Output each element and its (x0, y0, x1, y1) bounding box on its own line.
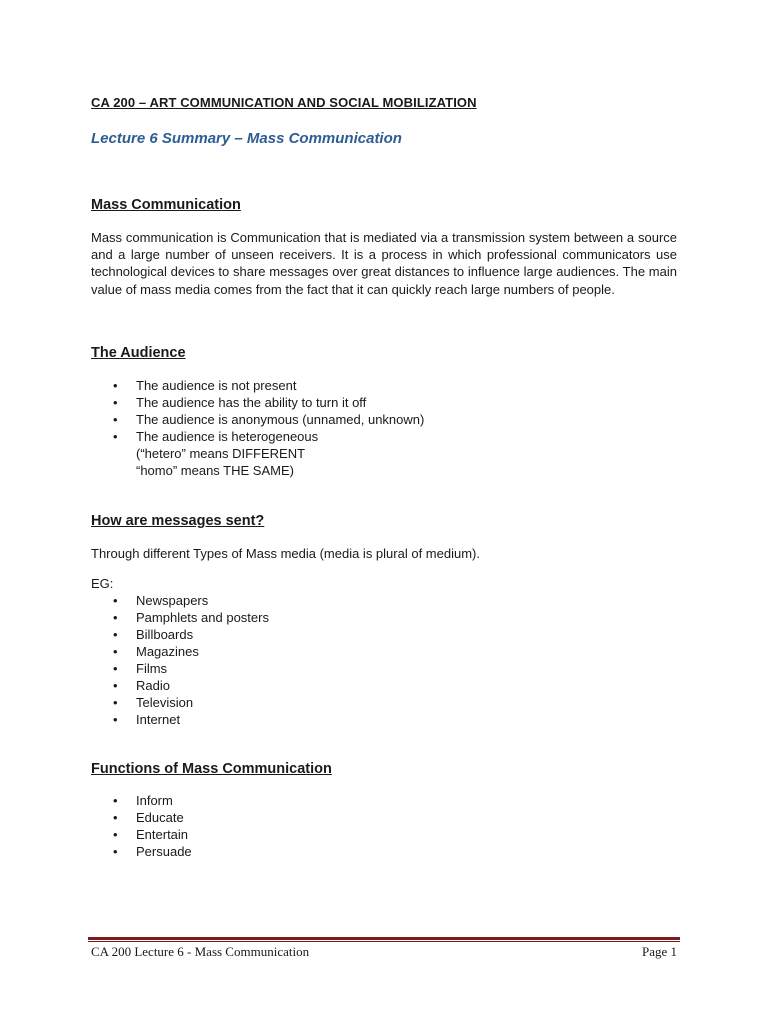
list-item (113, 694, 269, 711)
footer-page-number: Page 1 (641, 944, 677, 959)
bullet-icon: • (113, 661, 118, 676)
footer-divider-thin (88, 941, 680, 942)
list-item-text: Magazines (136, 644, 199, 659)
list-item (113, 428, 424, 479)
bullet-icon: • (113, 695, 118, 710)
list-item-text: Television (136, 695, 194, 710)
bullet-icon: • (113, 627, 118, 642)
bullet-icon: • (113, 810, 118, 825)
media-types-list (113, 592, 269, 728)
list-item-text: The audience has the ability to turn it off (136, 395, 367, 410)
audience-note-homo: “homo” means THE SAME) (136, 463, 294, 478)
list-item (113, 843, 192, 860)
audience-list (113, 377, 424, 479)
lecture-title: Lecture 6 Summary – Mass Communication (91, 130, 402, 147)
mass-communication-paragraph: Mass communication is Communication that is mediated via a transmission system between a source and a large number of unseen receivers. It is a process in which professional communicators use technological devices to share messages over great distances to influence large audiences. The main value of mass media comes from the fact that it can quickly reach large numbers of people. (91, 230, 677, 297)
section-heading-functions: Functions of Mass Communication (91, 761, 332, 777)
list-item (113, 377, 424, 394)
section-heading-audience: The Audience (91, 345, 186, 361)
audience-note-hetero: (“hetero” means DIFFERENT (136, 446, 306, 461)
list-item (113, 411, 424, 428)
section-heading-messages: How are messages sent? (91, 513, 265, 529)
list-item (113, 643, 269, 660)
list-item-text: Persuade (136, 844, 192, 859)
bullet-icon: • (113, 844, 118, 859)
bullet-icon: • (113, 793, 118, 808)
list-item (113, 626, 269, 643)
list-item-text: Educate (136, 810, 184, 825)
footer-divider (88, 937, 680, 940)
bullet-icon: • (113, 678, 118, 693)
footer-document-title: CA 200 Lecture 6 - Mass Communication (91, 944, 310, 959)
bullet-icon: • (113, 378, 118, 393)
bullet-icon: • (113, 412, 118, 427)
bullet-icon: • (113, 429, 118, 444)
list-item-text: The audience is anonymous (unnamed, unknown) (136, 412, 425, 427)
list-item-text: Billboards (136, 627, 194, 642)
list-item (113, 592, 269, 609)
eg-label: EG: (91, 576, 114, 591)
bullet-icon: • (113, 644, 118, 659)
bullet-icon: • (113, 395, 118, 410)
list-item-text: Internet (136, 712, 181, 727)
list-item (113, 677, 269, 694)
list-item-text: Inform (136, 793, 173, 808)
bullet-icon: • (113, 593, 118, 608)
list-item (113, 826, 192, 843)
list-item-text: Newspapers (136, 593, 209, 608)
bullet-icon: • (113, 712, 118, 727)
functions-list (113, 792, 192, 860)
list-item-text: Radio (136, 678, 170, 693)
list-item-text: Entertain (136, 827, 189, 842)
list-item-text: The audience is not present (136, 378, 297, 393)
section-heading-mass-communication: Mass Communication (91, 197, 241, 213)
bullet-icon: • (113, 610, 118, 625)
list-item (113, 394, 424, 411)
list-item-text: Pamphlets and posters (136, 610, 269, 625)
list-item-text: The audience is heterogeneous (136, 429, 319, 444)
list-item (113, 792, 192, 809)
list-item (113, 609, 269, 626)
bullet-icon: • (113, 827, 118, 842)
list-item (113, 711, 269, 728)
list-item-text: Films (136, 661, 168, 676)
course-title: CA 200 – ART COMMUNICATION AND SOCIAL MOBILIZATION (91, 95, 477, 110)
messages-intro: Through different Types of Mass media (media is plural of medium). (91, 546, 480, 561)
list-item (113, 660, 269, 677)
list-item (113, 809, 192, 826)
